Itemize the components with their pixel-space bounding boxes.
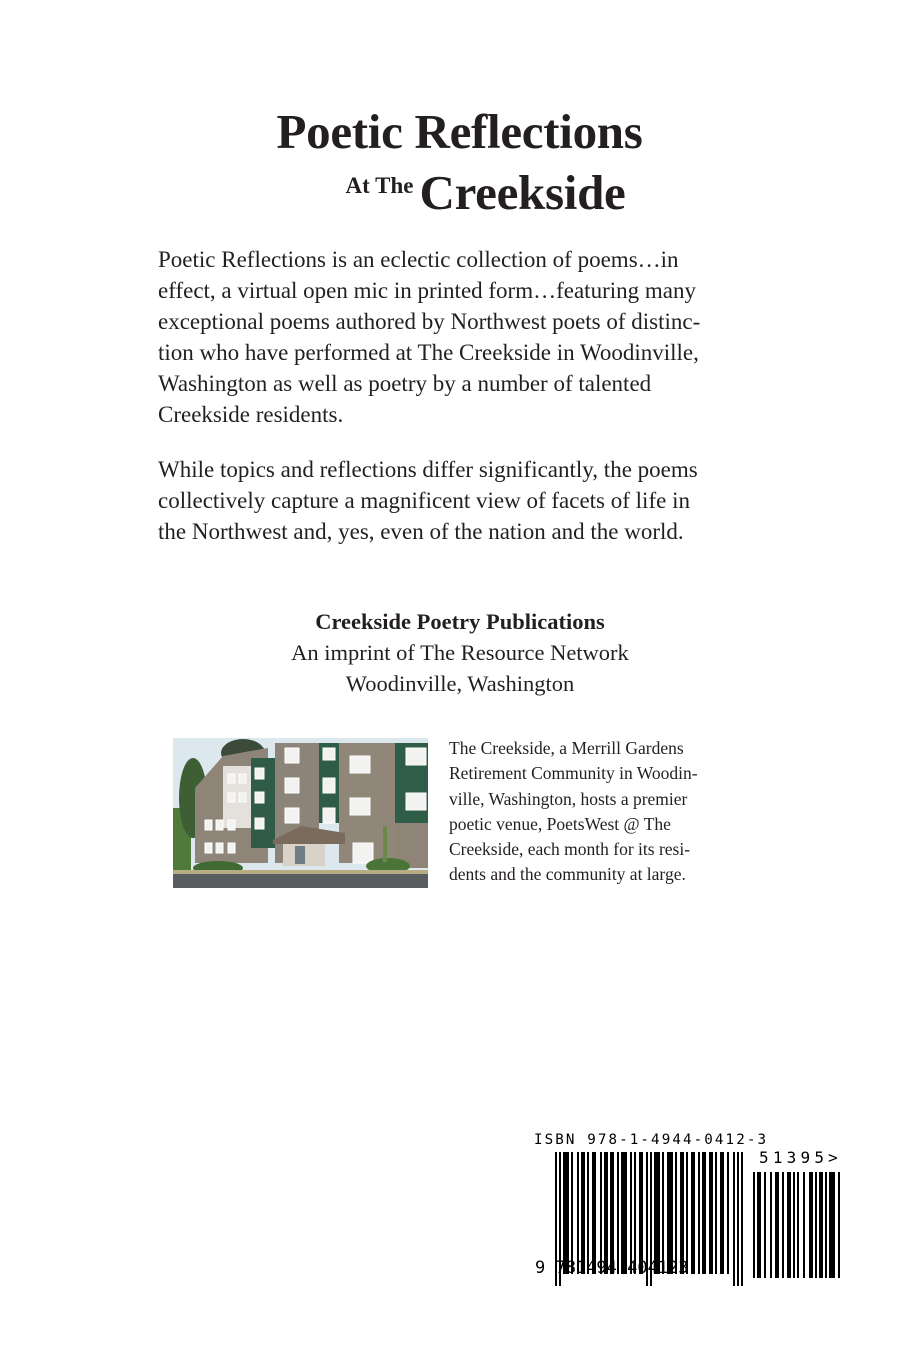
publisher-location: Woodinville, Washington: [345, 671, 575, 696]
isbn-addon-barcode: [753, 1172, 845, 1283]
description-paragraph-1: [158, 244, 758, 430]
caption-line: The Creekside, a Merrill Gardens: [449, 738, 684, 758]
caption-line: ville, Washington, hosts a premier: [449, 788, 688, 809]
caption-line: Retirement Community in Woodin-: [449, 763, 698, 784]
isbn-label: ISBN 978-1-4944-0412-3: [534, 1132, 769, 1148]
title-subtitle: [64, 158, 907, 233]
publisher-name: Creekside Poetry Publications: [315, 609, 605, 634]
building-photo: [173, 738, 428, 888]
title-creekside: Creekside: [419, 165, 626, 220]
publisher-block: [0, 606, 907, 699]
text-line: Washington as well as poetry by a number of talented: [158, 371, 652, 396]
book-title: [0, 104, 907, 233]
text-line: Poetic Reflections is an eclectic collection of poems…in: [158, 247, 679, 272]
text-line: effect, a virtual open mic in printed form…featuring many: [158, 278, 696, 303]
text-line: exceptional poems authored by Northwest poets of distinc-: [158, 309, 701, 334]
publisher-imprint: An imprint of The Resource Network: [291, 640, 629, 665]
text-line: While topics and reflections differ significantly, the poems: [158, 457, 698, 482]
caption-line: dents and the community at large.: [449, 864, 686, 885]
title-at-the: At The: [345, 173, 414, 198]
text-line: the Northwest and, yes, even of the nation and the world.: [158, 519, 684, 544]
text-line: tion who have performed at The Creekside in Woodinville,: [158, 340, 699, 365]
title-main: Poetic Reflections: [276, 104, 643, 159]
text-line: Creekside residents.: [158, 402, 344, 427]
description-paragraph-2: [158, 454, 758, 547]
barcode-addon-digits: 51395>: [759, 1148, 842, 1167]
caption-line: Creekside, each month for its resi-: [449, 839, 691, 860]
text-line: collectively capture a magnificent view of facets of life in: [158, 488, 690, 513]
caption-line: poetic venue, PoetsWest @ The: [449, 813, 671, 834]
barcode-human-readable: 9 781494 404123: [535, 1258, 689, 1278]
photo-caption: [449, 736, 698, 888]
